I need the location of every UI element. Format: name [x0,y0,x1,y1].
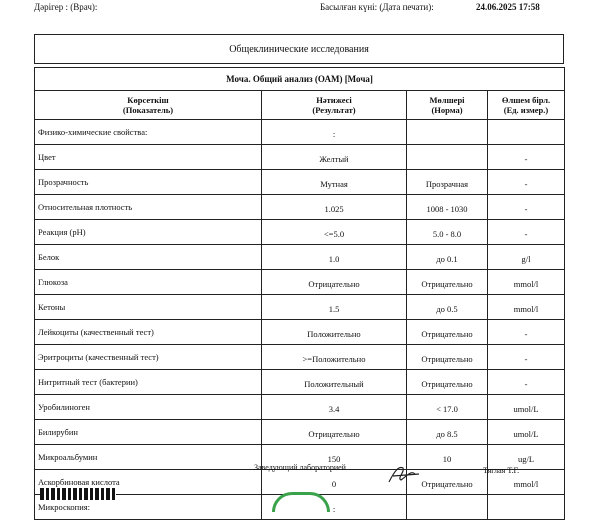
lab-head-label: Заведующий лабораторией [254,463,346,472]
row-unit [488,120,565,145]
row-name: Билирубин [35,420,262,445]
lab-head-name: Тяглая Т.Г. [483,466,520,475]
results-table [34,67,565,520]
row-name: Эритроциты (качественный тест) [35,345,262,370]
row-result: Отрицательно [262,270,407,295]
table-row [35,245,565,270]
row-unit: mmol/l [488,295,565,320]
row-norm: 1008 - 1030 [407,195,488,220]
row-result: : [262,495,407,520]
row-norm: до 0.1 [407,245,488,270]
row-name: Микроальбумин [35,445,262,470]
row-result: Мутная [262,170,407,195]
row-unit: - [488,145,565,170]
row-unit: mmol/l [488,470,565,495]
section-title: Общеклинические исследования [34,34,564,64]
table-row [35,220,565,245]
doctor-label: Дәрігер : (Врач): [34,2,98,12]
row-name: Цвет [35,145,262,170]
row-norm: Отрицательно [407,470,488,495]
row-norm [407,495,488,520]
row-norm: Прозрачная [407,170,488,195]
row-unit: - [488,320,565,345]
row-name: Кетоны [35,295,262,320]
table-row [35,370,565,395]
row-norm: 10 [407,445,488,470]
row-norm: Отрицательно [407,370,488,395]
table-row [35,195,565,220]
row-name: Нитритный тест (бактерии) [35,370,262,395]
row-unit: - [488,345,565,370]
row-name: Прозрачность [35,170,262,195]
col-header-unit [488,91,565,120]
table-row [35,170,565,195]
row-unit [488,495,565,520]
row-result: 3.4 [262,395,407,420]
row-name: Аскорбиновая кислота [35,470,262,495]
table-row [35,120,565,145]
qr-code-icon [40,488,116,500]
col-header-result-ru: (Результат) [312,105,356,115]
col-header-indicator [35,91,262,120]
print-date-label: Басылған күні: (Дата печати): [320,2,434,12]
row-name: Глюкоза [35,270,262,295]
row-result: 1.0 [262,245,407,270]
row-name: Уробилиноген [35,395,262,420]
row-result: Положительный [262,370,407,395]
row-norm: < 17.0 [407,395,488,420]
print-date-value: 24.06.2025 17:58 [476,2,540,12]
table-row [35,145,565,170]
row-name: Относительная плотность [35,195,262,220]
row-unit: - [488,170,565,195]
table-row [35,295,565,320]
row-norm [407,120,488,145]
table-row [35,320,565,345]
row-unit: - [488,370,565,395]
table-row [35,395,565,420]
row-result: Положительно [262,320,407,345]
row-name: Микроскопия: [35,495,262,520]
row-norm: Отрицательно [407,320,488,345]
row-result: Отрицательно [262,420,407,445]
row-unit: mmol/l [488,270,565,295]
col-header-unit-ru: (Ед. измер.) [503,105,549,115]
row-norm: до 0.5 [407,295,488,320]
row-norm: Отрицательно [407,270,488,295]
col-header-norm [407,91,488,120]
row-result: >=Положительно [262,345,407,370]
row-result: Желтый [262,145,407,170]
signature-icon [385,462,425,486]
row-name: Лейкоциты (качественный тест) [35,320,262,345]
row-unit: umol/L [488,420,565,445]
row-result: : [262,120,407,145]
row-norm [407,145,488,170]
col-header-indicator-kz: Көрсеткіш [127,95,169,105]
row-unit: g/l [488,245,565,270]
row-result: 1.025 [262,195,407,220]
row-name: Реакция (pH) [35,220,262,245]
col-header-result [262,91,407,120]
row-unit: - [488,220,565,245]
row-norm: 5.0 - 8.0 [407,220,488,245]
row-name: Белок [35,245,262,270]
row-unit: ug/L [488,445,565,470]
stamp-icon [272,492,330,512]
report-frame [34,34,564,520]
col-header-result-kz: Нәтижесі [316,95,352,105]
row-unit: - [488,195,565,220]
row-result: <=5.0 [262,220,407,245]
table-row [35,420,565,445]
row-unit: umol/L [488,395,565,420]
col-header-indicator-ru: (Показатель) [122,105,174,115]
col-header-norm-ru: (Норма) [431,105,463,115]
row-result: 150 [262,445,407,470]
row-result: 0 [262,470,407,495]
table-row [35,270,565,295]
analysis-title: Моча. Общий анализ (ОАМ) [Моча] [35,68,565,91]
row-norm: до 8.5 [407,420,488,445]
row-norm: Отрицательно [407,345,488,370]
row-name: Физико-химические свойства: [35,120,262,145]
row-result: 1.5 [262,295,407,320]
col-header-norm-kz: Мөлшері [429,95,465,105]
col-header-unit-kz: Өлшем бірл. [501,95,551,105]
table-row [35,345,565,370]
